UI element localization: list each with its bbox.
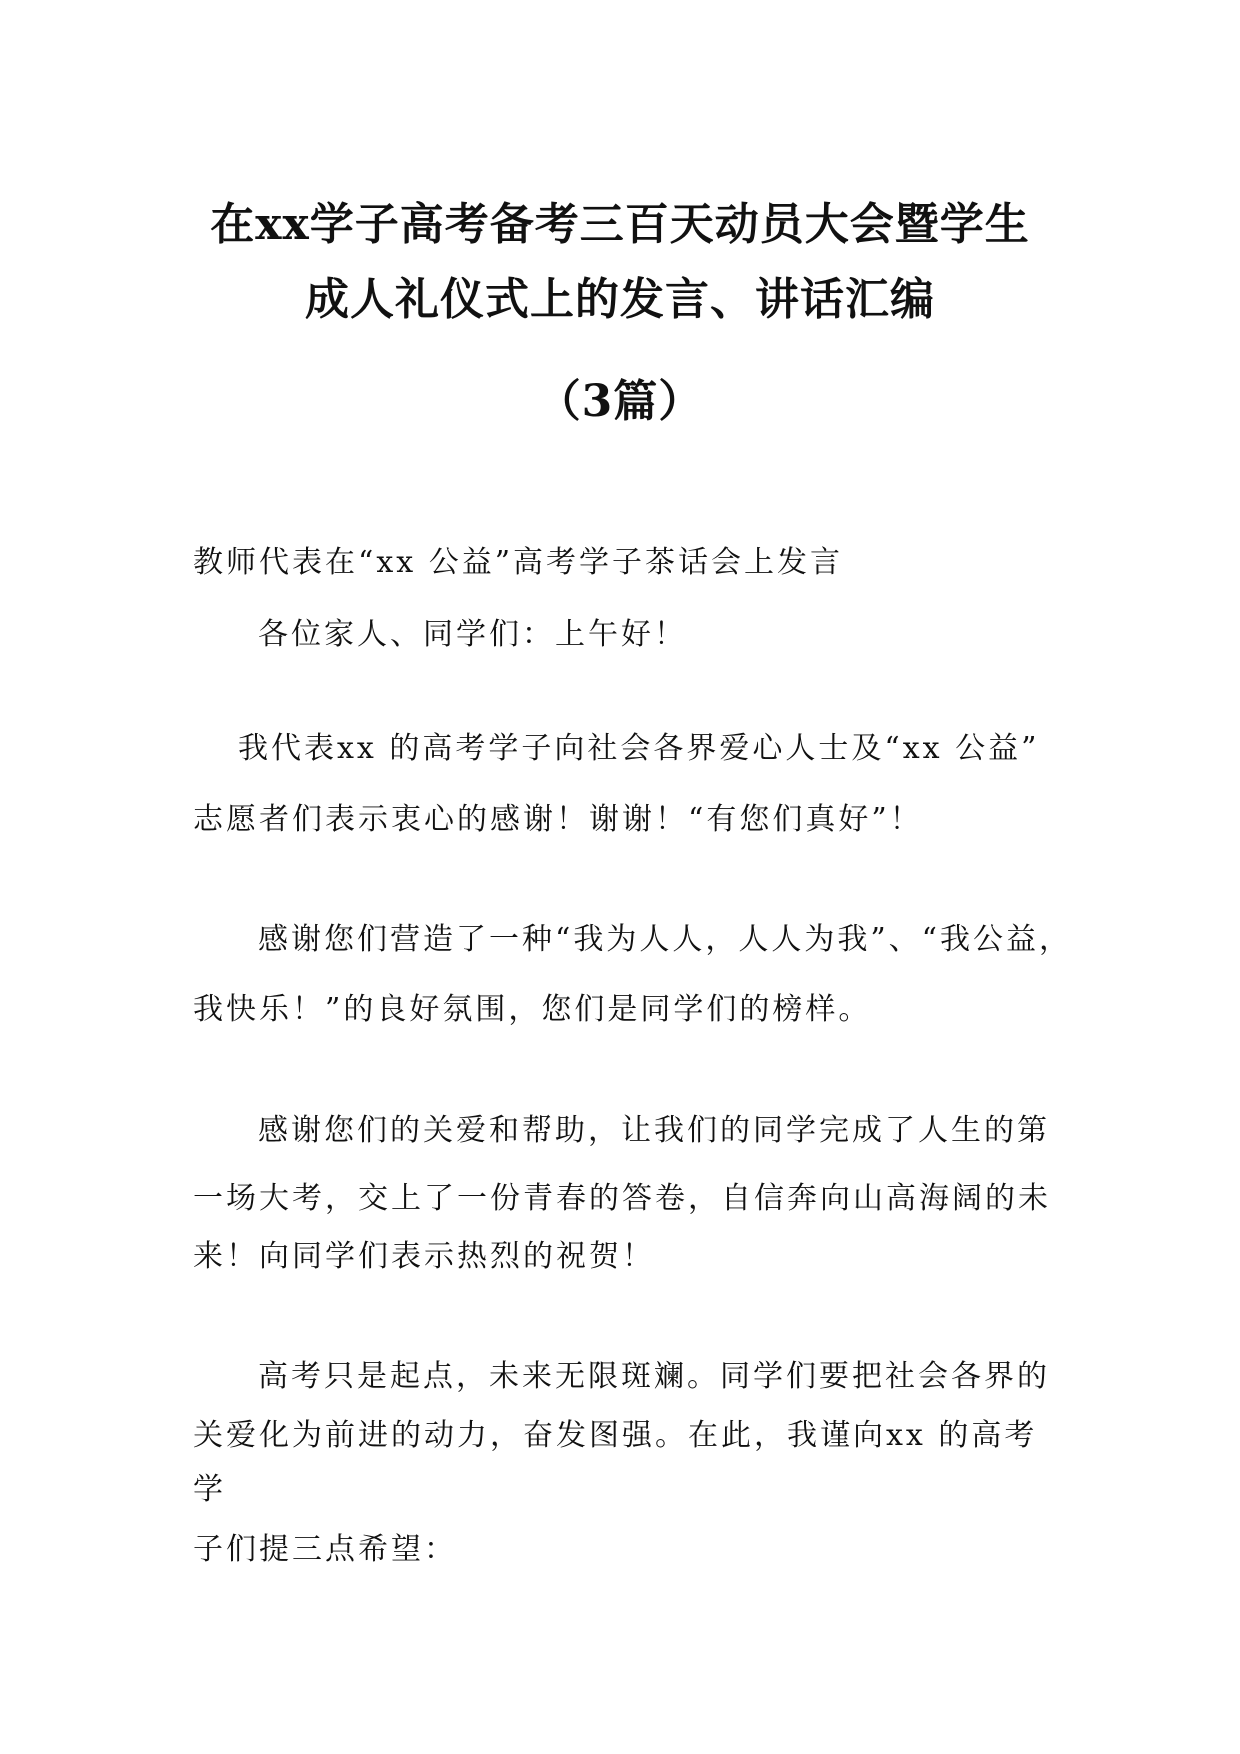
speech-heading: 教师代表在“xx 公益”高考学子茶话会上发言 xyxy=(193,545,844,580)
paragraph-4-line-1: 高考只是起点，未来无限斑斓。同学们要把社会各界的 xyxy=(258,1359,1050,1394)
paragraph-3-line-1: 感谢您们的关爱和帮助，让我们的同学完成了人生的第 xyxy=(258,1113,1050,1148)
paragraph-3-line-2: 一场大考，交上了一份青春的答卷，自信奔向山高海阔的未 xyxy=(193,1181,1051,1216)
document-title-line-3: （3篇） xyxy=(536,376,704,427)
paragraph-2-line-2: 我快乐！”的良好氛围，您们是同学们的榜样。 xyxy=(193,992,872,1027)
document-title-line-2: 成人礼仪式上的发言、讲话汇编 xyxy=(305,274,935,325)
speech-greeting: 各位家人、同学们：上午好！ xyxy=(258,617,687,652)
paragraph-1-line-1: 我代表xx 的高考学子向社会各界爱心人士及“xx 公益” xyxy=(238,731,1040,766)
paragraph-4-line-3: 学 xyxy=(193,1472,226,1507)
paragraph-4-line-2: 关爱化为前进的动力，奋发图强。在此，我谨向xx 的高考 xyxy=(193,1418,1038,1453)
paragraph-1-line-2: 志愿者们表示衷心的感谢！谢谢！“有您们真好”！ xyxy=(193,802,923,837)
paragraph-3-line-3: 来！向同学们表示热烈的祝贺！ xyxy=(193,1239,655,1274)
document-title-line-1: 在xx学子高考备考三百天动员大会暨学生 xyxy=(210,199,1030,250)
paragraph-2-line-1: 感谢您们营造了一种“我为人人，人人为我”、“我公益， xyxy=(258,922,1073,957)
paragraph-4-line-4: 子们提三点希望： xyxy=(193,1532,457,1567)
